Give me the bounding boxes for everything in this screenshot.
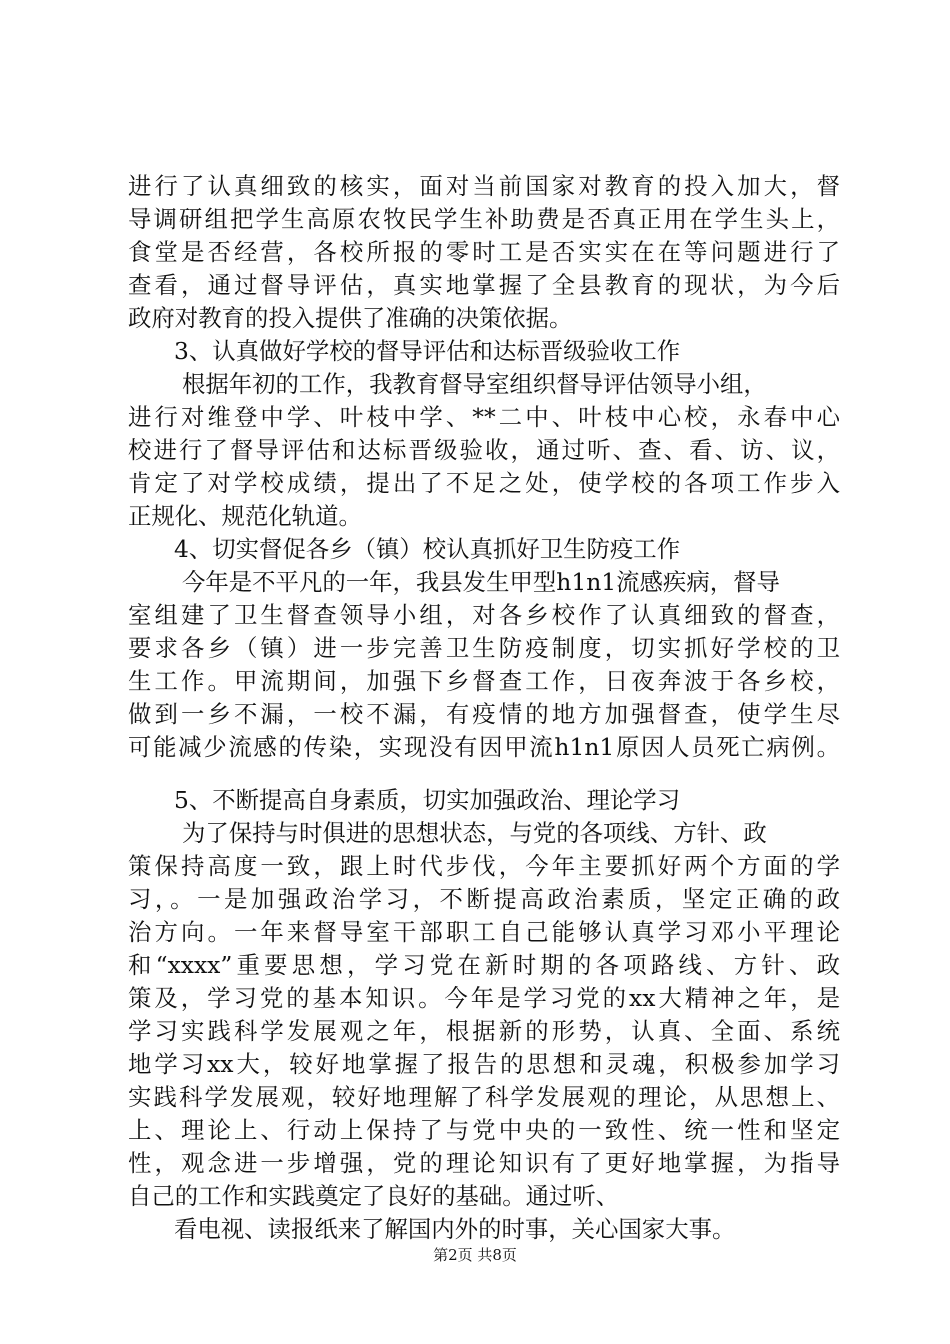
text-line: 今年是不平凡的一年，我县发生甲型h1n1流感疾病，督导 <box>182 568 780 596</box>
text-line: 做到一乡不漏，一校不漏，有疫情的地方加强督查，使学生尽 <box>128 700 840 728</box>
text-line: 生工作。甲流期间，加强下乡督查工作，日夜奔波于各乡校， <box>128 667 840 695</box>
text-line: 校进行了督导评估和达标晋级验收，通过听、查、看、访、议， <box>128 436 840 464</box>
text-line: 治方向。一年来督导室干部职工自己能够认真学习邓小平理论 <box>128 918 840 946</box>
text-line: 地学习xx大，较好地掌握了报告的思想和灵魂，积极参加学习 <box>128 1050 840 1078</box>
section-heading: 3、认真做好学校的督导评估和达标晋级验收工作 <box>174 337 681 365</box>
text-line: 进行了认真细致的核实，面对当前国家对教育的投入加大，督 <box>128 172 840 200</box>
text-line: 习，。一是加强政治学习，不断提高政治素质，坚定正确的政 <box>128 885 840 913</box>
text-line: 根据年初的工作，我教育督导室组织督导评估领导小组， <box>182 370 767 398</box>
text-line: 学习实践科学发展观之年，根据新的形势，认真、全面、系统 <box>128 1017 840 1045</box>
text-line: 和“xxxx”重要思想，学习党在新时期的各项路线、方针、政 <box>128 951 840 979</box>
text-line: 可能减少流感的传染，实现没有因甲流h1n1原因人员死亡病例。 <box>128 733 840 761</box>
text-line: 要求各乡（镇）进一步完善卫生防疫制度，切实抓好学校的卫 <box>128 634 840 662</box>
text-line: 实践科学发展观，较好地理解了科学发展观的理论，从思想上、 <box>128 1083 840 1111</box>
text-line: 上、理论上、行动上保持了与党中央的一致性、统一性和坚定 <box>128 1116 840 1144</box>
text-line: 查看，通过督导评估，真实地掌握了全县教育的现状，为今后 <box>128 271 840 299</box>
section-heading: 5、不断提高自身素质，切实加强政治、理论学习 <box>174 786 681 814</box>
text-line: 正规化、规范化轨道。 <box>128 502 362 530</box>
text-line: 肯定了对学校成绩，提出了不足之处，使学校的各项工作步入 <box>128 469 840 497</box>
section-heading: 4、切实督促各乡（镇）校认真抓好卫生防疫工作 <box>174 535 681 563</box>
text-line: 政府对教育的投入提供了准确的决策依据。 <box>128 304 573 332</box>
text-line: 室组建了卫生督查领导小组，对各乡校作了认真细致的督查， <box>128 601 840 629</box>
text-line: 策保持高度一致，跟上时代步伐，今年主要抓好两个方面的学 <box>128 852 840 880</box>
text-line: 进行对维登中学、叶枝中学、**二中、叶枝中心校，永春中心 <box>128 403 840 431</box>
text-line: 自己的工作和实践奠定了良好的基础。通过听、 <box>128 1182 620 1210</box>
text-line: 为了保持与时俱进的思想状态，与党的各项线、方针、政 <box>182 819 767 847</box>
document-body <box>128 170 840 1246</box>
text-line: 看电视、读报纸来了解国内外的时事，关心国家大事。 <box>174 1215 736 1243</box>
blank-line <box>128 764 840 784</box>
text-line: 性，观念进一步增强，党的理论知识有了更好地掌握，为指导 <box>128 1149 840 1177</box>
text-line: 食堂是否经营，各校所报的零时工是否实实在在等问题进行了 <box>128 238 840 266</box>
text-line: 导调研组把学生高原农牧民学生补助费是否真正用在学生头上， <box>128 205 840 233</box>
page-footer: 第2页 共8页 <box>433 1246 517 1264</box>
text-line: 策及，学习党的基本知识。今年是学习党的xx大精神之年，是 <box>128 984 840 1012</box>
